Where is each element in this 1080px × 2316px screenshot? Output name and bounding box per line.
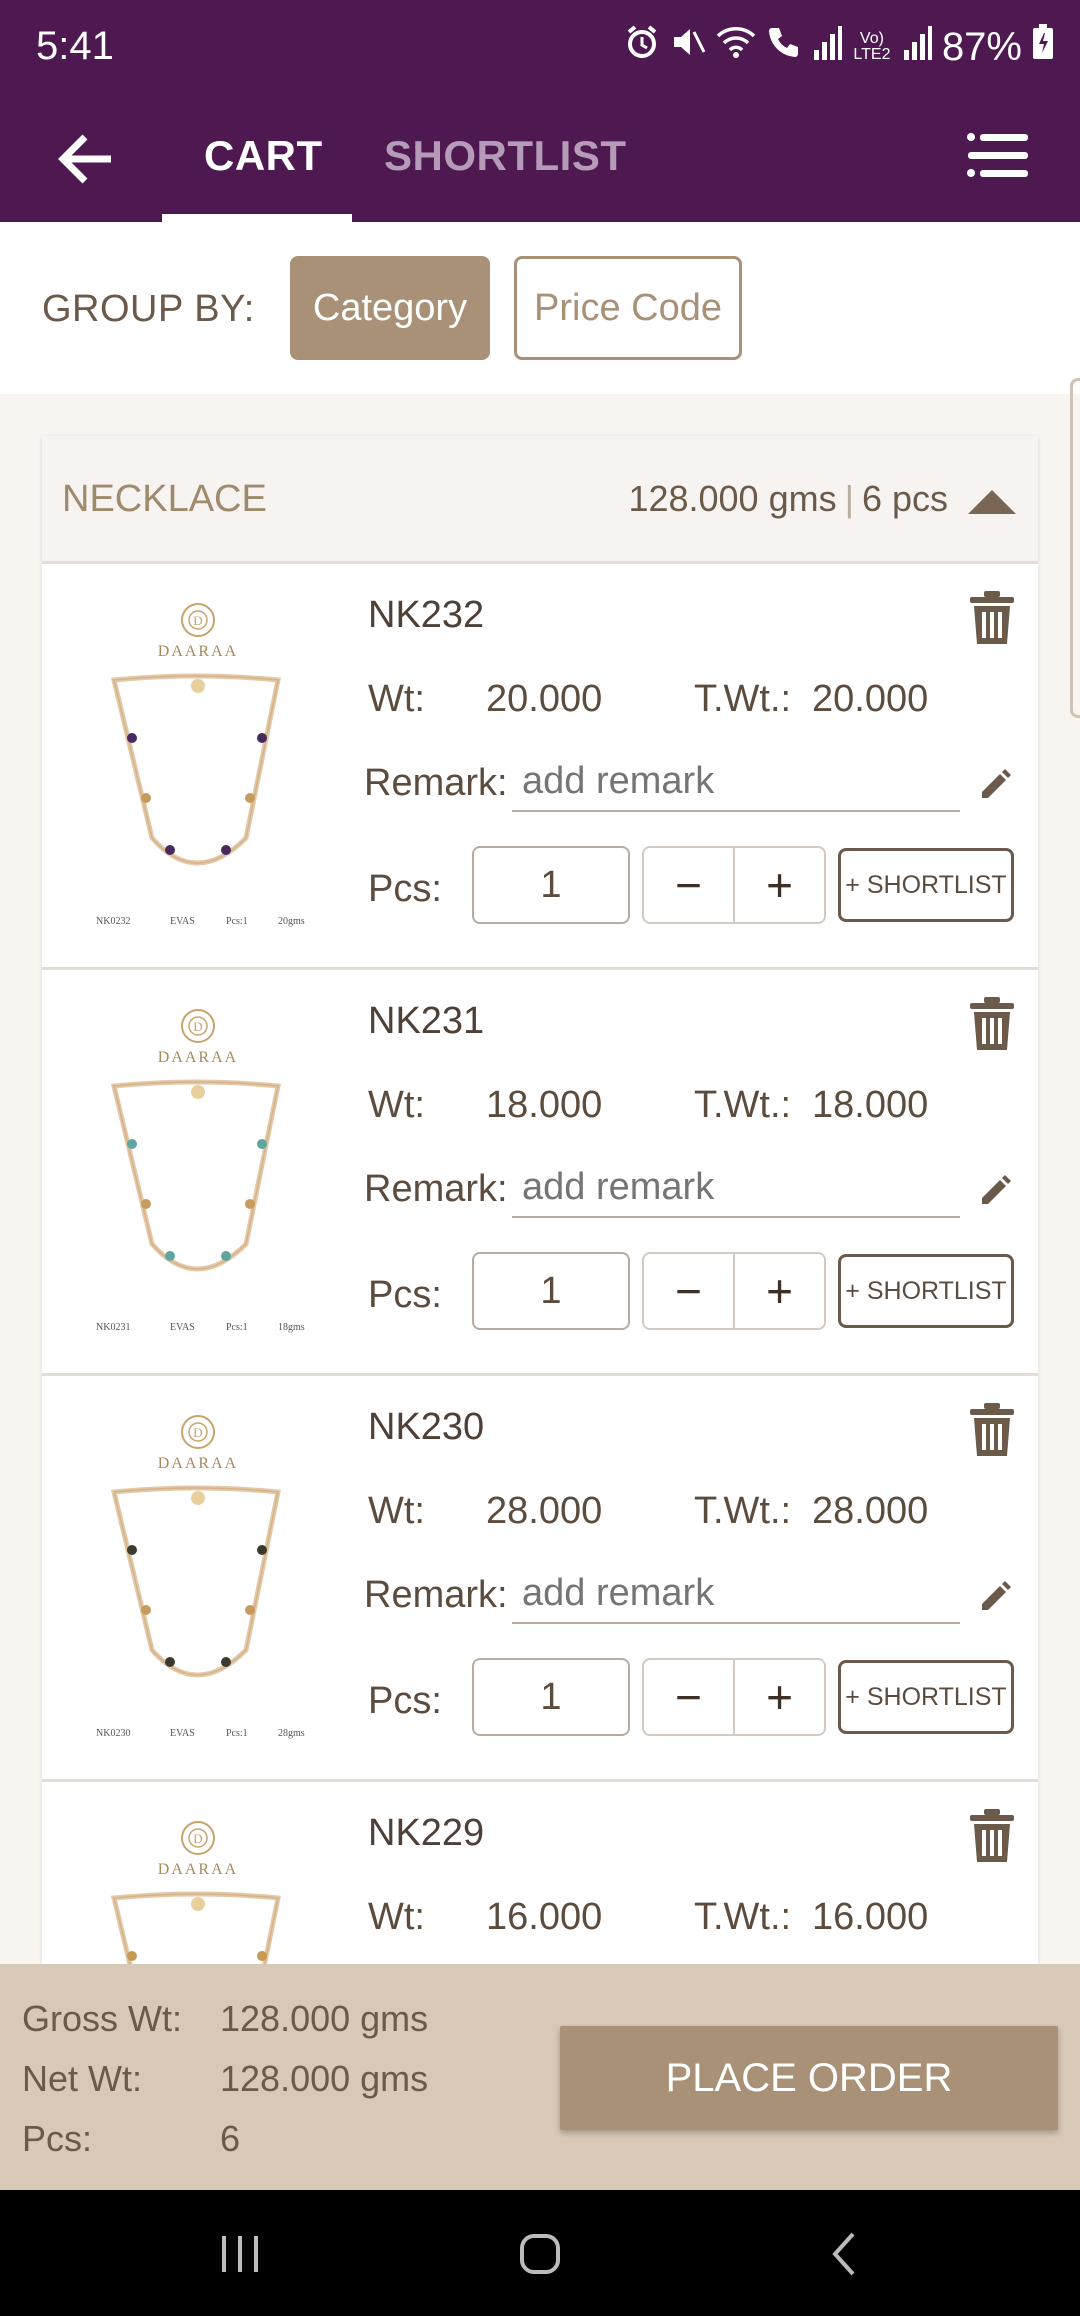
- increase-quantity-button[interactable]: +: [733, 848, 824, 922]
- pcs-label: Pcs:: [368, 1274, 442, 1316]
- product-thumbnail[interactable]: [66, 588, 326, 932]
- wt-label: Wt:: [368, 1490, 425, 1532]
- net-wt-label: Net Wt:: [22, 2058, 143, 2099]
- twt-label: T.Wt.:: [694, 678, 792, 720]
- item-code: NK229: [368, 1812, 485, 1854]
- signal-icon-2: [902, 25, 932, 70]
- pcs-label: Pcs:: [368, 868, 442, 910]
- brand-name: DAARAA: [157, 1861, 239, 1878]
- remark-input[interactable]: [512, 1158, 960, 1218]
- cart-group-card: [42, 436, 1038, 2036]
- decrease-quantity-button[interactable]: −: [675, 1671, 702, 1723]
- svg-text:Pcs:1: Pcs:1: [226, 916, 248, 927]
- wt-value: 20.000: [486, 678, 603, 720]
- tab-cart[interactable]: CART: [204, 132, 323, 179]
- delete-item-button[interactable]: [968, 590, 1016, 646]
- group-by-bar: [0, 222, 1080, 394]
- app-bar: [0, 96, 1080, 222]
- group-header[interactable]: [42, 436, 1038, 564]
- edit-remark-button[interactable]: [978, 766, 1014, 802]
- battery-percent: 87%: [941, 24, 1022, 69]
- cart-item: [42, 564, 1038, 970]
- brand-name: DAARAA: [157, 1049, 239, 1066]
- pcs-label: Pcs:: [368, 1680, 442, 1722]
- quantity-stepper: [642, 1658, 826, 1736]
- decrease-quantity-button[interactable]: −: [675, 1265, 702, 1317]
- remark-input[interactable]: [512, 1564, 960, 1624]
- twt-label: T.Wt.:: [694, 1896, 792, 1938]
- gross-wt-value: 128.000 gms: [220, 1998, 429, 2039]
- remark-label: Remark:: [364, 1168, 508, 1210]
- order-summary-footer: [0, 1964, 1080, 2190]
- wt-value: 18.000: [486, 1084, 603, 1126]
- delete-item-button[interactable]: [968, 996, 1016, 1052]
- group-by-price-code-button[interactable]: Price Code: [514, 256, 742, 360]
- gross-wt-label: Gross Wt:: [22, 1998, 182, 2039]
- svg-text:18gms: 18gms: [278, 1322, 305, 1333]
- network-label: Vo) LTE2: [853, 30, 891, 63]
- side-scroll-handle[interactable]: [1070, 378, 1080, 718]
- group-pieces: 6 pcs: [861, 478, 948, 519]
- status-bar: [0, 0, 1080, 96]
- group-weight: 128.000 gms: [628, 478, 837, 519]
- edit-remark-button[interactable]: [978, 1578, 1014, 1614]
- total-pcs-value: 6: [220, 2118, 241, 2159]
- twt-value: 20.000: [812, 678, 929, 720]
- list-menu-icon: [966, 126, 1030, 186]
- group-by-label: GROUP BY:: [42, 288, 255, 330]
- home-icon: [518, 2232, 562, 2276]
- active-tab-indicator: [162, 214, 352, 222]
- add-to-shortlist-button[interactable]: + SHORTLIST: [838, 1254, 1014, 1328]
- twt-label: T.Wt.:: [694, 1490, 792, 1532]
- svg-text:28gms: 28gms: [278, 1728, 305, 1739]
- net-wt-value: 128.000 gms: [220, 2058, 429, 2099]
- item-code: NK230: [368, 1406, 485, 1448]
- trash-icon: [968, 1402, 1016, 1458]
- pencil-icon: [978, 1578, 1014, 1614]
- svg-text:EVAS: EVAS: [170, 1322, 195, 1333]
- svg-text:EVAS: EVAS: [170, 916, 195, 927]
- status-time: 5:41: [36, 24, 114, 68]
- alarm-icon: [624, 24, 660, 70]
- home-button[interactable]: [510, 2224, 570, 2284]
- item-code: NK231: [368, 1000, 485, 1042]
- svg-text:D: D: [193, 1425, 203, 1440]
- wt-label: Wt:: [368, 678, 425, 720]
- signal-icon-1: [812, 25, 842, 70]
- decrease-quantity-button[interactable]: −: [675, 859, 702, 911]
- remark-label: Remark:: [364, 1574, 508, 1616]
- battery-icon: [1032, 24, 1054, 70]
- delete-item-button[interactable]: [968, 1402, 1016, 1458]
- trash-icon: [968, 996, 1016, 1052]
- place-order-button[interactable]: PLACE ORDER: [560, 2026, 1058, 2130]
- item-list: [42, 564, 1038, 2036]
- edit-remark-button[interactable]: [978, 1172, 1014, 1208]
- brand-logo: [158, 604, 238, 660]
- increase-quantity-button[interactable]: +: [733, 1660, 824, 1734]
- group-summary: [628, 478, 948, 520]
- add-to-shortlist-button[interactable]: + SHORTLIST: [838, 848, 1014, 922]
- item-code: NK232: [368, 594, 485, 636]
- svg-text:NK0230: NK0230: [96, 1728, 131, 1739]
- back-button[interactable]: [50, 124, 120, 194]
- brand-logo: [158, 1010, 238, 1066]
- trash-icon: [968, 1808, 1016, 1864]
- svg-text:Pcs:1: Pcs:1: [226, 1728, 248, 1739]
- add-to-shortlist-button[interactable]: + SHORTLIST: [838, 1660, 1014, 1734]
- twt-value: 28.000: [812, 1490, 929, 1532]
- summary-separator: |: [844, 478, 854, 519]
- chevron-left-icon: [829, 2230, 859, 2278]
- group-by-category-button[interactable]: Category: [290, 256, 490, 360]
- svg-text:D: D: [193, 1831, 203, 1846]
- brand-logo: [158, 1822, 238, 1878]
- brand-name: DAARAA: [157, 1455, 239, 1472]
- quantity-stepper: [642, 1252, 826, 1330]
- collapse-caret-icon[interactable]: [968, 490, 1016, 514]
- tab-shortlist[interactable]: SHORTLIST: [384, 132, 627, 179]
- quantity-input[interactable]: [472, 846, 630, 924]
- system-nav-bar: [0, 2190, 1080, 2316]
- svg-text:EVAS: EVAS: [170, 1728, 195, 1739]
- product-thumbnail[interactable]: [66, 994, 326, 1338]
- wt-value: 16.000: [486, 1896, 603, 1938]
- wifi-icon: [716, 24, 756, 70]
- increase-quantity-button[interactable]: +: [733, 1254, 824, 1328]
- system-back-button[interactable]: [814, 2224, 874, 2284]
- svg-text:NK0231: NK0231: [96, 1322, 131, 1333]
- mute-icon: [670, 24, 706, 70]
- cart-item: [42, 970, 1038, 1376]
- svg-text:D: D: [193, 1019, 203, 1034]
- trash-icon: [968, 590, 1016, 646]
- pencil-icon: [978, 1172, 1014, 1208]
- remark-input[interactable]: [512, 752, 960, 812]
- twt-label: T.Wt.:: [694, 1084, 792, 1126]
- brand-name: DAARAA: [157, 643, 239, 660]
- wt-label: Wt:: [368, 1084, 425, 1126]
- recent-apps-icon: [218, 2234, 262, 2274]
- product-thumbnail[interactable]: [66, 1400, 326, 1744]
- group-name: NECKLACE: [62, 478, 267, 520]
- quantity-input[interactable]: [472, 1658, 630, 1736]
- svg-text:Pcs:1: Pcs:1: [226, 1322, 248, 1333]
- quantity-input[interactable]: [472, 1252, 630, 1330]
- status-icons: [624, 24, 1054, 70]
- call-icon: [766, 24, 802, 70]
- twt-value: 18.000: [812, 1084, 929, 1126]
- brand-logo: [158, 1416, 238, 1472]
- svg-text:D: D: [193, 613, 203, 628]
- delete-item-button[interactable]: [968, 1808, 1016, 1864]
- total-pcs-label: Pcs:: [22, 2118, 93, 2159]
- arrow-left-icon: [57, 133, 113, 185]
- pencil-icon: [978, 766, 1014, 802]
- twt-value: 16.000: [812, 1896, 929, 1938]
- remark-label: Remark:: [364, 762, 508, 804]
- svg-text:NK0232: NK0232: [96, 916, 131, 927]
- cart-item: [42, 1376, 1038, 1782]
- recent-apps-button[interactable]: [210, 2224, 270, 2284]
- menu-button[interactable]: [966, 126, 1034, 192]
- wt-value: 28.000: [486, 1490, 603, 1532]
- wt-label: Wt:: [368, 1896, 425, 1938]
- quantity-stepper: [642, 846, 826, 924]
- svg-text:20gms: 20gms: [278, 916, 305, 927]
